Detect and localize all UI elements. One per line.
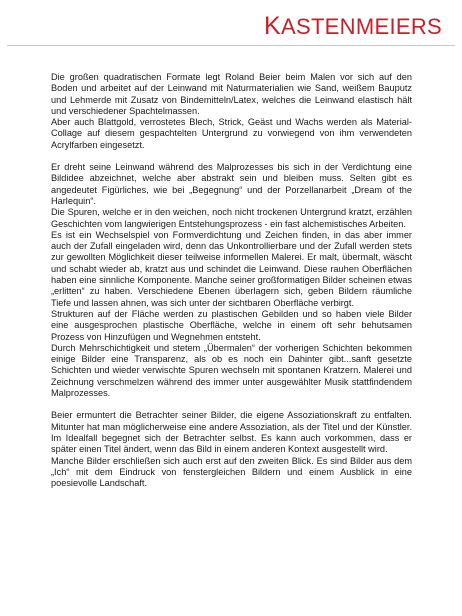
paragraph-gap <box>51 151 412 162</box>
paragraph-collage: Aber auch Blattgold, verrostetes Blech, Strick, Geäst und Wachs werden als Material-Collage auf diesem gespachtelten Untergrund zu vorwiegend von ihm verwendeten Acrylfarben eingesetzt. <box>51 117 412 150</box>
paragraph-chance: Es ist ein Wechselspiel von Formverdichtung und Zeichen finden, in das aber immer auch der Zufall eingeladen wird, denn das Unkontrollierbare und der Zufall werden stets zur gewollten Möglichkeit dieser teilweise informellen Malerei. Er malt, übermalt, wäscht und schabt wieder ab, kratzt aus und schindet die Leinwand. Diese rauhen Oberflächen haben eine sinnliche Komponente. Manche seiner großformatigen Bilder scheinen etwas „erlitten“ zu haben. Verschiedene Ebenen überlagern sich, geben Bildern räumliche Tiefe und lassen ahnen, was sich unter der sichtbaren Oberfläche verbirgt. <box>51 229 412 308</box>
header-divider <box>7 45 455 46</box>
paragraph-structures: Strukturen auf der Fläche werden zu plastischen Gebilden und so haben viele Bilder eine ausgesprochen plastische Oberfläche, welche in einem oft sehr behutsamen Prozess von Hinzufügen und Wegnehmen entsteht. <box>51 308 412 342</box>
brand-name-rest: ASTENMEIERS <box>281 14 442 39</box>
paragraph-layers: Durch Mehrschichtigkeit und stetem „Übermalen“ der vorherigen Schichten bekommen einige Bilder eine Transparenz, als ob es noch ein Dahinter gibt...sanft gesetzte Schichten und wieder verwischte Spuren wechseln mit spontanen Kratzern. Malerei und Zeichnung verschmelzen während des immer unter ausgewählter Musik stattfindendem Malprozesses. <box>51 342 412 399</box>
paragraph-traces: Die Spuren, welche er in den weichen, noch nicht trockenen Untergrund kratzt, erzählen Geschichten vom langwierigen Entstehungsprozess - ein fast alchemistisches Arbeiten. <box>51 207 412 229</box>
paragraph-viewer: Beier ermuntert die Betrachter seiner Bilder, die eigene Assoziationskraft zu entfalten. Mitunter hat man möglicherweise eine andere Assoziation, als der Titel und der Künstler. Im Idealfall begegnet sich der Betrachter selbst. Es kann auch vorkommen, dass er später einen Titel ändert, wenn das Bild in einem anderen Kontext ausgestellt wird. <box>51 410 412 455</box>
paragraph-process: Er dreht seine Leinwand während des Malprozesses bis sich in der Verdichtung eine Bildidee abzeichnet, welche aber abstrakt sein und bleiben muss. Selten gibt es angedeutet Figürliches, wie bei „Begegnung“ und der Porzellanarbeit „Dream of the Harlequin“. <box>51 162 412 206</box>
brand-initial: K <box>264 12 281 40</box>
paragraph-second-look: Manche Bilder erschließen sich auch erst auf den zweiten Blick. Es sind Bilder aus dem „Ich“ mit dem Eindruck von fenstergleichen Bildern und einem Ausblick in eine poesievolle Landschaft. <box>51 455 412 489</box>
article-body <box>51 72 412 489</box>
paragraph-gap <box>51 399 412 410</box>
paragraph-materials: Die großen quadratischen Formate legt Roland Beier beim Malen vor sich auf den Boden und arbeitet auf der Leinwand mit Naturmaterialien wie Sand, weißem Bauputz und Lehmerde mit Zusatz von Bindemitteln/Latex, welches die Leinwand elastisch hält und verschiedener Spachtelmassen. <box>51 72 412 116</box>
brand-header <box>264 12 442 41</box>
